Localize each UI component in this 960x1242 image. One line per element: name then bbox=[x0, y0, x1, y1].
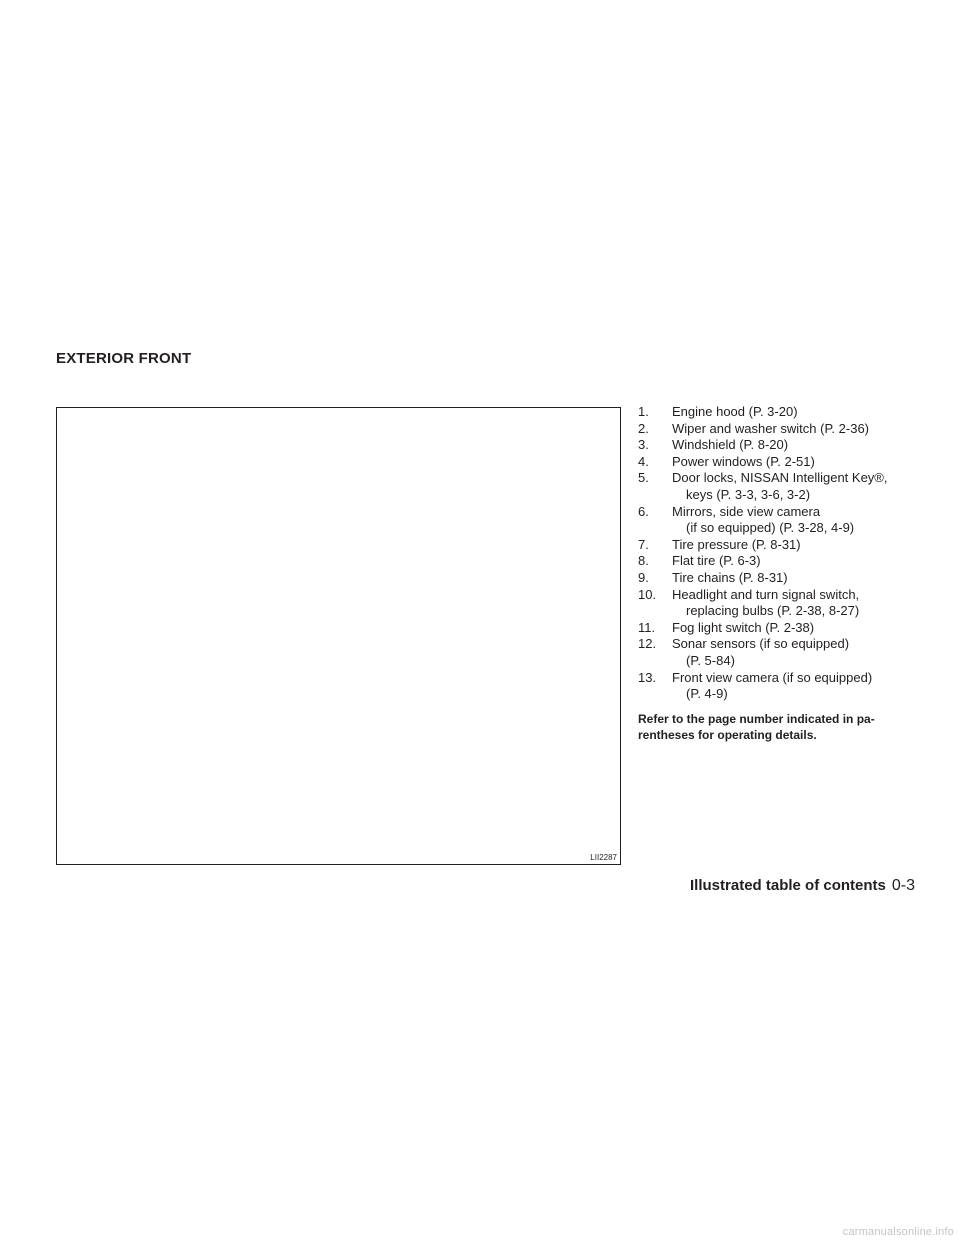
item-text: Tire pressure (P. 8-31) bbox=[672, 536, 801, 552]
list-item bbox=[638, 454, 928, 471]
reference-note: Refer to the page number indicated in pa-rentheses for operating details. bbox=[638, 712, 875, 742]
item-text-continued: replacing bulbs (P. 2-38, 8-27) bbox=[686, 603, 860, 619]
list-item bbox=[638, 537, 928, 554]
list-item bbox=[638, 670, 928, 703]
list-item bbox=[638, 470, 928, 503]
item-number: 13. bbox=[638, 669, 657, 685]
footer-title: Illustrated table of contents bbox=[690, 877, 886, 894]
item-text-continued: (P. 4-9) bbox=[686, 686, 728, 702]
item-text: Engine hood (P. 3-20) bbox=[672, 404, 798, 419]
item-number: 5. bbox=[638, 470, 649, 486]
page-footer bbox=[690, 877, 915, 895]
illustration-frame bbox=[56, 407, 621, 865]
list-item bbox=[638, 404, 928, 421]
item-text: Flat tire (P. 6-3) bbox=[672, 553, 761, 569]
item-text: Fog light switch (P. 2-38) bbox=[672, 619, 815, 635]
item-number: 6. bbox=[638, 503, 649, 519]
item-number: 10. bbox=[638, 586, 657, 602]
item-text: Front view camera (if so equipped) bbox=[672, 669, 873, 685]
item-text: Wiper and washer switch (P. 2-36) bbox=[672, 420, 870, 436]
page-number: 0-3 bbox=[891, 877, 915, 894]
item-number: 2. bbox=[638, 420, 649, 436]
item-number: 3. bbox=[638, 437, 649, 453]
list-item bbox=[638, 437, 928, 454]
list-item bbox=[638, 553, 928, 570]
item-text: Headlight and turn signal switch, bbox=[672, 586, 860, 602]
item-text: Door locks, NISSAN Intelligent Key®, bbox=[672, 470, 888, 486]
item-list bbox=[638, 404, 928, 703]
list-item bbox=[638, 421, 928, 438]
item-text-continued: (if so equipped) (P. 3-28, 4-9) bbox=[686, 520, 855, 536]
watermark: carmanualsonline.info bbox=[842, 1226, 954, 1238]
item-number: 7. bbox=[638, 536, 649, 552]
item-text: Tire chains (P. 8-31) bbox=[672, 569, 788, 585]
item-text-continued: (P. 5-84) bbox=[686, 652, 735, 668]
list-item bbox=[638, 587, 928, 620]
item-text: Sonar sensors (if so equipped) bbox=[672, 636, 850, 652]
section-title: EXTERIOR FRONT bbox=[56, 350, 192, 367]
item-number: 8. bbox=[638, 553, 649, 569]
item-text-continued: keys (P. 3-3, 3-6, 3-2) bbox=[686, 486, 811, 502]
list-item bbox=[638, 504, 928, 537]
item-number: 9. bbox=[638, 569, 649, 585]
item-number: 4. bbox=[638, 453, 649, 469]
item-text: Power windows (P. 2-51) bbox=[672, 453, 815, 469]
list-item bbox=[638, 570, 928, 587]
item-number: 11. bbox=[638, 619, 656, 635]
item-text: Windshield (P. 8-20) bbox=[672, 437, 789, 453]
list-item bbox=[638, 620, 928, 637]
item-text: Mirrors, side view camera bbox=[672, 503, 821, 519]
item-number: 1. bbox=[638, 404, 649, 419]
figure-code: LII2287 bbox=[590, 853, 617, 862]
list-item bbox=[638, 636, 928, 669]
item-number: 12. bbox=[638, 636, 657, 652]
